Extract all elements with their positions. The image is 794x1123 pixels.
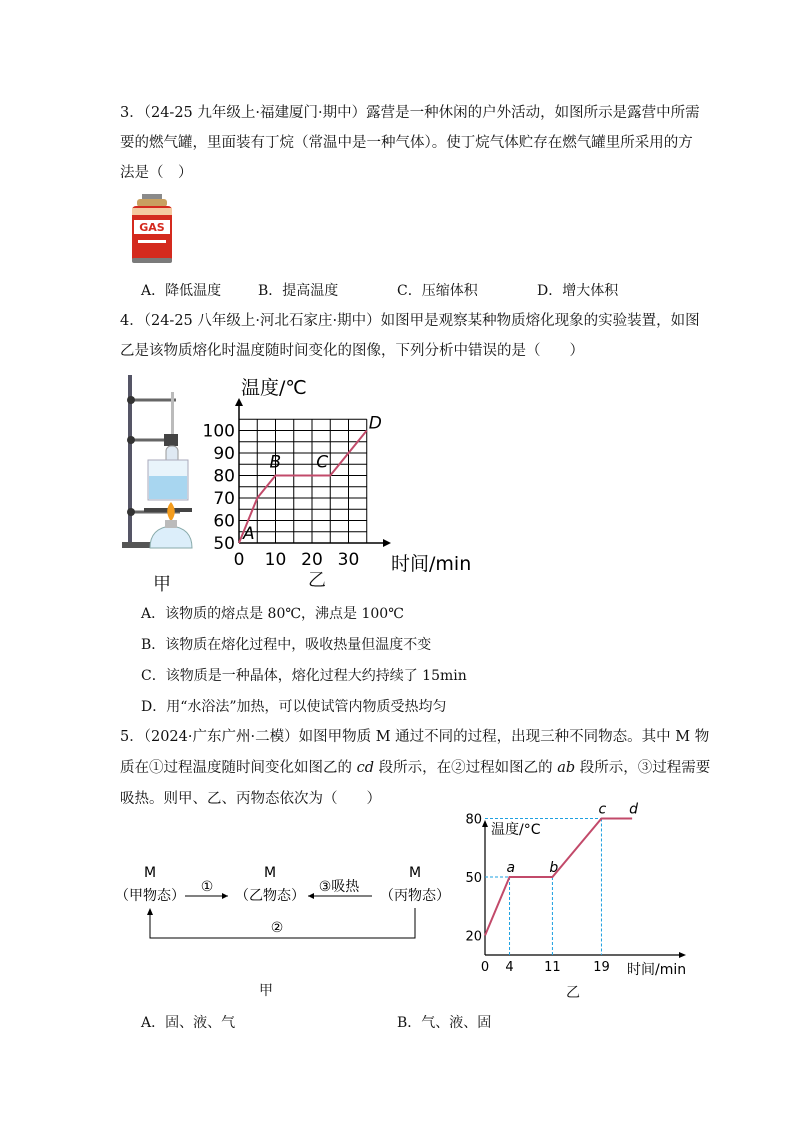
q5-option-a: A．固、液、气 <box>141 1015 236 1031</box>
q4-point-label-d: D <box>368 413 382 434</box>
q4-point-label-a: A <box>243 524 255 544</box>
q4-x-tick: 10 <box>264 550 287 570</box>
q4-y-tick: 60 <box>213 511 235 532</box>
q4-tick-labels <box>203 422 360 571</box>
q4-figure-jia-caption: 甲 <box>153 574 171 595</box>
q5-y-tick: 80 <box>465 812 482 828</box>
q3-option-a: A．降低温度 <box>141 283 222 299</box>
q5-x-tick: 11 <box>544 960 561 975</box>
q5-x-axis-label: 时间/min <box>627 962 687 978</box>
q5-m-label-1: M <box>143 865 157 881</box>
q5-point-label-b: b <box>549 860 559 876</box>
q4-y-tick: 90 <box>213 444 235 464</box>
q4-line-2: 乙是该物质熔化时温度随时间变化的图像，下列分析中错误的是（ ） <box>120 343 584 359</box>
arrow-left-icon <box>308 893 314 899</box>
x-axis-arrow-icon <box>383 539 391 547</box>
q5-state-yi: （乙物态） <box>235 888 305 904</box>
q5-state-diagram <box>110 860 455 950</box>
q5-arrow-2-label: ② <box>270 920 284 936</box>
q4-x-tick: 20 <box>301 550 323 570</box>
melting-apparatus-figure <box>118 370 198 590</box>
q4-figure-yi-caption: 乙 <box>308 570 326 591</box>
gas-can-image <box>128 192 180 270</box>
q4-y-tick: 100 <box>202 421 235 442</box>
q5-temperature-graph <box>455 801 695 982</box>
q5-point-label-c: c <box>598 801 607 818</box>
q5-line-1: 5．（2024·广东广州·二模）如图甲物质 M 通过不同的过程，出现三种不同物态。其中 M 物 <box>120 729 710 745</box>
q4-y-tick: 70 <box>213 489 235 509</box>
q5-arrow-3-label: ③吸热 <box>318 879 360 895</box>
y-axis-arrow-icon <box>235 398 243 406</box>
q4-temperature-graph <box>202 368 475 586</box>
arrow-right-icon <box>222 893 228 899</box>
q5-x-tick: 4 <box>505 960 514 975</box>
q3-option-b: B．提高温度 <box>258 283 339 299</box>
q4-x-tick: 30 <box>337 550 360 570</box>
q4-line-1: 4．（24-25 八年级上·河北石家庄·期中）如图甲是观察某种物质熔化现象的实验装置，如图 <box>120 313 700 329</box>
q5-x-tick: 19 <box>593 960 610 975</box>
q5-point-label-d: d <box>629 801 639 818</box>
q5-option-b: B．气、液、固 <box>397 1015 492 1031</box>
q5-y-axis-label: 温度/°C <box>491 822 541 838</box>
q4-y-tick: 50 <box>213 534 235 554</box>
q4-option-d: D．用“水浴法”加热，可以使试管内物质受热均匀 <box>141 699 447 715</box>
q3-option-c: C．压缩体积 <box>397 283 478 299</box>
q5-line-3: 吸热。则甲、乙、丙物态依次为（ ） <box>120 791 381 807</box>
q4-grid <box>239 419 367 543</box>
x-axis-arrow-icon <box>679 952 686 958</box>
q4-y-axis-label: 温度/℃ <box>241 377 307 399</box>
q3-line-3: 法是（ ） <box>120 165 193 181</box>
q5-state-bing: （丙物态） <box>380 888 450 904</box>
q5-figure-jia-caption: 甲 <box>259 983 273 999</box>
q4-point-label-b: B <box>269 452 282 473</box>
q3-option-d: D．增大体积 <box>537 283 619 299</box>
q5-arrow-1-label: ① <box>200 879 214 895</box>
q5-y-tick: 20 <box>465 929 482 945</box>
q4-y-tick: 80 <box>213 466 235 487</box>
q4-option-a: A．该物质的熔点是 80℃，沸点是 100℃ <box>141 606 404 622</box>
q5-point-labels <box>507 802 639 877</box>
q5-state-jia: （甲物态） <box>115 888 185 904</box>
q5-y-tick: 50 <box>465 871 482 886</box>
arrow-up-icon <box>147 908 153 915</box>
gas-can-label: GAS <box>139 221 165 234</box>
y-axis-arrow-icon <box>482 820 488 827</box>
q4-x-axis-label: 时间/min <box>391 553 472 575</box>
q4-option-c: C．该物质是一种晶体，熔化过程大约持续了 15min <box>141 668 467 684</box>
q4-axes <box>235 398 391 547</box>
q4-point-label-c: C <box>316 452 329 473</box>
q5-line-2: 质在①过程温度随时间变化如图乙的 cd 段所示，在②过程如图乙的 ab 段所示，③过程需要 <box>120 760 711 776</box>
q5-figure-yi-caption: 乙 <box>566 985 580 1001</box>
q4-x-tick: 0 <box>233 550 245 570</box>
q5-point-label-a: a <box>506 860 516 876</box>
q5-m-label-2: M <box>263 865 277 881</box>
q5-x-tick: 0 <box>480 960 490 975</box>
q5-m-label-3: M <box>408 865 422 881</box>
q4-option-b: B．该物质在熔化过程中，吸收热量但温度不变 <box>141 637 432 653</box>
q3-line-1: 3．（24-25 九年级上·福建厦门·期中）露营是一种休闲的户外活动，如图所示是露营中所需 <box>120 105 700 121</box>
q3-line-2: 要的燃气罐，里面装有丁烷（常温中是一种气体）。使丁烷气体贮存在燃气罐里所采用的方 <box>120 135 693 151</box>
